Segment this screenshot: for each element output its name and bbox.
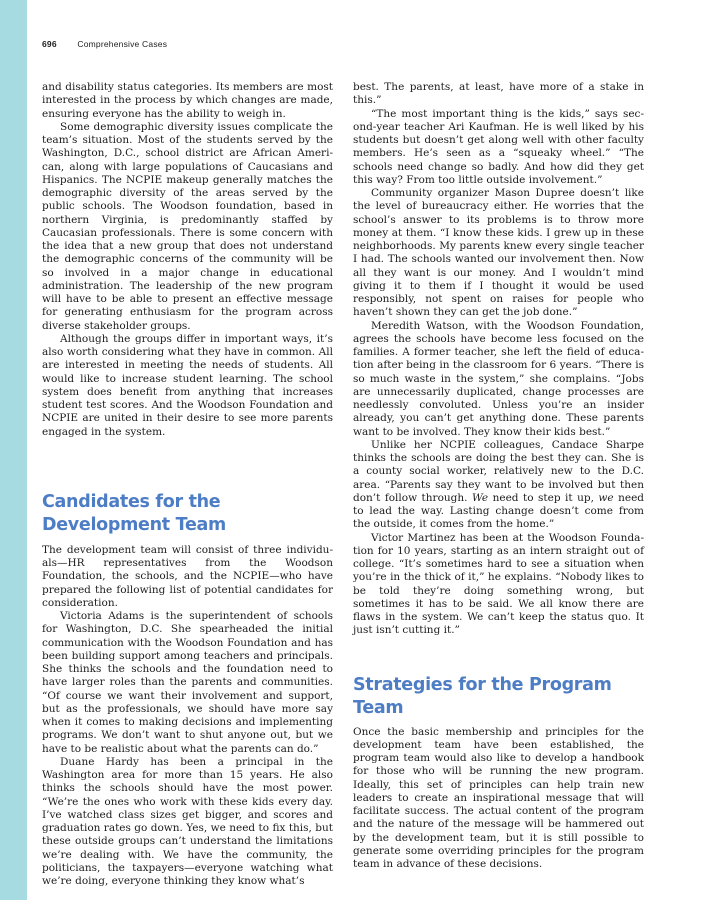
paragraph: Once the basic membership and principles for the development team have been established, the program team would also like to develop a handbook for those who will be running the new program. Ideally, this set of principles can help train new leaders to create an inspirational message that will facilitate success. The actual content of the program and the nature of the message will be hammered out by the development team, but it is still possible to generate some overriding principles for the program team in advance of these decisions.: [353, 725, 644, 870]
paragraph: Community organizer Mason Dupree doesn’t like the level of bureaucracy either. He worries that the school’s answer to its problems is to throw more money at them. “I know these kids. I grew up in these neighborhoods. My parents knew every single teacher I had. The schools wanted our involvement then. Now all they want is our money. And I wouldn’t mind giving it to them if I thought it would be used responsibly, not spent on raises for people who haven’t shown they can get the job done.”: [353, 187, 644, 319]
emphasis: We: [471, 491, 489, 504]
paragraph: Some demographic diversity issues complicate the team’s situation. Most of the students served by the Washington, D.C., school district are African American, along with large populations of Caucasians and Hispanics. The NCPIE makeup generally matches the demographic diversity of the areas served by the public schools. The Woodson foundation, based in northern Virginia, is predominantly staffed by Caucasian professionals. There is some concern with the idea that a new group that does not understand the demographic concerns of the community will be so involved in a major change in educational administration. The leadership of the new program will have to be able to present an effective message for generating enthusiasm for the program across diverse stakeholder groups.: [42, 120, 333, 332]
paragraph: Although the groups differ in important ways, it’s also worth considering what they have in common. All are interested in meeting the needs of students. All would like to increase student learning. The school system does benefit from anything that increases student test scores. And the Woodson Foundation and NCPIE are united in their desire to see more parents engaged in the system.: [42, 332, 333, 438]
section-heading-candidates: Candidates for the Development Team: [42, 491, 226, 536]
paragraph: Meredith Watson, with the Woodson Foundation, agrees the schools have become less focused on the families. A former teacher, she left the field of education after being in the classroom for 6 years. “There is so much waste in the system,” she complains. “Jobs are unnecessarily duplicated, change processes are needlessly convoluted. Unless you’re an insider already, you can’t get anything done. These parents want to be involved. They know their kids best.”: [353, 319, 644, 438]
paragraph: “The most important thing is the kids,” says second-year teacher Ari Kaufman. He is well liked by his students but doesn’t get along well with other faculty members. He’s seen as a “squeaky wheel.” “The schools need change so badly. And how did they get this way? From too little outside involvement.”: [353, 107, 644, 186]
left-column: [42, 81, 333, 888]
section-heading-strategies: Strategies for the Program Team: [353, 674, 612, 718]
emphasis: we: [598, 491, 614, 504]
paragraph: Victoria Adams is the superintendent of schools for Washington, D.C. She spearheaded the initial communication with the Woodson Foundation and has been building support among teachers and principals. She thinks the schools and the foundation need to have larger roles than the parents and communities. “Of course we want their involvement and support, but as the professionals, we should have more say when it comes to making decisions and implementing programs. We don’t want to shut anyone out, but we have to be realistic about what the parents can do.”: [42, 610, 333, 755]
text-run: Unlike her NCPIE colleagues, Candace Sharpe thinks the schools are doing the best they can. She is a county social worker, relatively new to the D.C. area. “Parents say they want to be involved but then don’t follow through.: [353, 438, 644, 504]
page-number: 696: [42, 39, 57, 49]
running-title: Comprehensive Cases: [77, 39, 168, 49]
paragraph: Victor Martinez has been at the Woodson Foundation for 10 years, starting as an intern straight out of college. “It’s sometimes hard to see a situation when you’re in the thick of it,” he explains. “Nobody likes to be told they’re doing something wrong, but sometimes it has to be said. We all know there are flaws in the system. We can’t keep the status quo. It just isn’t cutting it.”: [353, 531, 644, 637]
paragraph: Duane Hardy has been a principal in the Washington area for more than 15 years. He also thinks the schools should have the most power. “We’re the ones who work with these kids every day. I’ve watched class sizes get bigger, and scores and graduation rates go down. Yes, we need to fix this, but these outside groups can’t understand the limitations we’re dealing with. We have the community, the politicians, the taxpayers—everyone watching what we’re doing, everyone thinking they know what’s: [42, 755, 333, 887]
right-column: [353, 81, 644, 871]
paragraph: best. The parents, at least, have more of a stake in this.”: [353, 81, 644, 107]
text-run: need to step it up,: [488, 491, 599, 504]
paragraph: [353, 439, 644, 532]
paragraph: The development team will consist of three individuals—HR representatives from the Woodson Foundation, the schools, and the NCPIE—who have prepared the following list of potential candidates for consideration.: [42, 543, 333, 609]
side-color-bar: [0, 0, 27, 900]
paragraph: and disability status categories. Its members are most interested in the process by which changes are made, ensuring everyone has the ability to weigh in.: [42, 81, 333, 120]
text-run: need to lead the way. Lasting change doesn’t come from the outside, it comes from the home.”: [353, 491, 645, 531]
running-header: [42, 39, 167, 49]
